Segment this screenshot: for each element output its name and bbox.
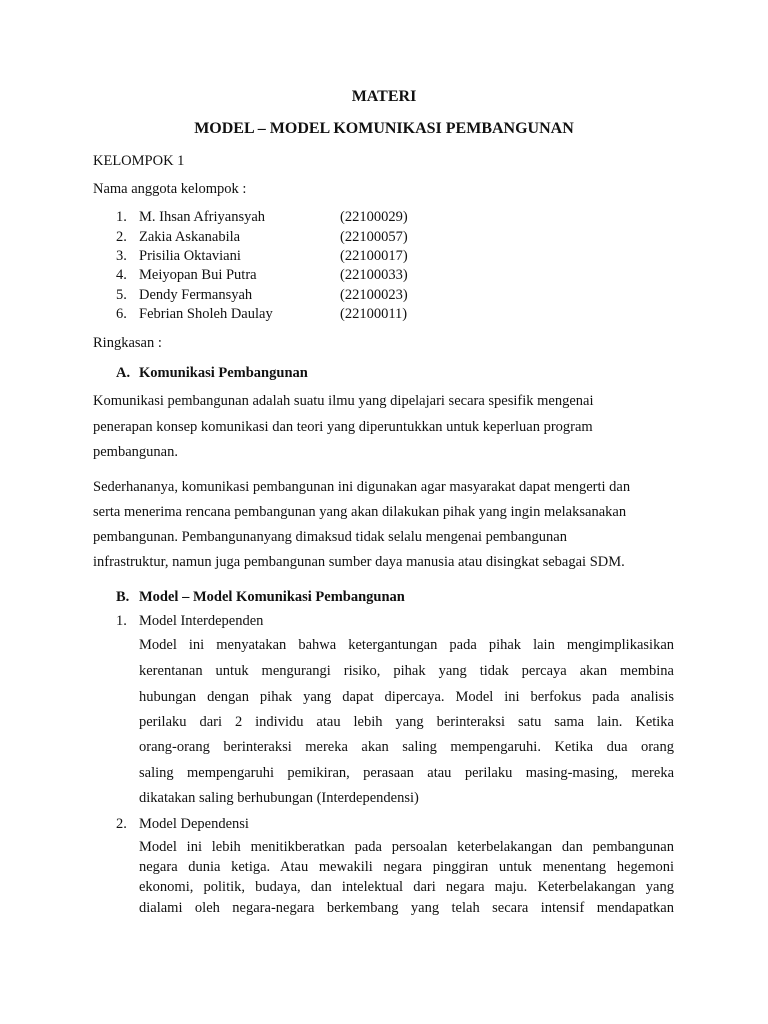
paragraph-line: negara dunia ketiga. Atau mewakili negara pinggiran untuk menentang hegemoni — [139, 859, 674, 875]
list-number: 4. — [116, 267, 127, 283]
summary-label: Ringkasan : — [93, 335, 162, 351]
members-label: Nama anggota kelompok : — [93, 181, 247, 197]
member-id: (22100023) — [340, 287, 408, 303]
member-id: (22100057) — [340, 229, 408, 245]
paragraph-line: serta menerima rencana pembangunan yang akan dilakukan pihak yang ingin melaksanakan — [93, 504, 627, 520]
paragraph-line: orang-orang berinteraksi mereka akan saling mempengaruhi. Ketika dua orang — [139, 739, 674, 755]
paragraph-line: Model ini lebih menitikberatkan pada persoalan keterbelakangan dan pembangunan — [139, 839, 674, 855]
paragraph-line: perilaku dari 2 individu atau lebih yang berinteraksi satu sama lain. Ketika — [139, 714, 674, 730]
member-id: (22100029) — [340, 209, 408, 225]
paragraph-line: dikatakan saling berhubungan (Interdependensi) — [139, 790, 419, 806]
list-number: 1. — [116, 209, 127, 225]
member-name: Zakia Askanabila — [139, 229, 241, 245]
member-id: (22100017) — [340, 248, 408, 264]
model-2-number: 2. — [116, 816, 127, 832]
section-a-heading: Komunikasi Pembangunan — [139, 365, 308, 381]
group-label: KELOMPOK 1 — [93, 153, 185, 169]
member-name: M. Ihsan Afriyansyah — [139, 209, 266, 225]
member-name: Meiyopan Bui Putra — [139, 267, 257, 283]
member-name: Prisilia Oktaviani — [139, 248, 241, 264]
section-b-heading: Model – Model Komunikasi Pembangunan — [139, 589, 405, 605]
paragraph-line: Sederhananya, komunikasi pembangunan ini digunakan agar masyarakat dapat mengerti dan — [93, 479, 631, 495]
doc-title: MATERI — [351, 88, 417, 105]
member-name: Febrian Sholeh Daulay — [139, 306, 273, 322]
paragraph-line: hubungan dengan pihak yang dapat dipercaya. Model ini berfokus pada analisis — [139, 689, 674, 705]
paragraph-line: kerentanan untuk mengurangi risiko, pihak yang tidak percaya akan membina — [139, 663, 674, 679]
paragraph-line: infrastruktur, namun juga pembangunan sumber daya manusia atau disingkat sebagai SDM. — [93, 554, 625, 570]
paragraph-line: Model ini menyatakan bahwa ketergantungan pada pihak lain mengimplikasikan — [139, 637, 674, 653]
paragraph-line: ekonomi, politik, budaya, dan intelektual dari negara maju. Keterbelakangan yang — [139, 879, 674, 895]
paragraph-line: pembangunan. Pembangunanyang dimaksud tidak selalu mengenai pembangunan — [93, 529, 567, 545]
model-2-heading: Model Dependensi — [139, 816, 249, 832]
section-a-letter: A. — [116, 365, 131, 381]
list-number: 6. — [116, 306, 127, 322]
list-number: 5. — [116, 287, 127, 303]
paragraph-line: dialami oleh negara-negara berkembang yang telah secara intensif mendapatkan — [139, 900, 674, 916]
model-1-number: 1. — [116, 613, 127, 629]
paragraph-line: penerapan konsep komunikasi dan teori yang diperuntukkan untuk keperluan program — [93, 419, 593, 435]
member-name: Dendy Fermansyah — [139, 287, 253, 303]
list-number: 2. — [116, 229, 127, 245]
section-b-letter: B. — [116, 589, 130, 605]
paragraph-line: pembangunan. — [93, 444, 178, 460]
paragraph-line: saling mempengaruhi pemikiran, perasaan atau perilaku masing-masing, mereka — [139, 765, 674, 781]
list-number: 3. — [116, 248, 127, 264]
member-id: (22100033) — [340, 267, 408, 283]
doc-subtitle: MODEL – MODEL KOMUNIKASI PEMBANGUNAN — [194, 120, 574, 137]
model-1-heading: Model Interdependen — [139, 613, 264, 629]
paragraph-line: Komunikasi pembangunan adalah suatu ilmu yang dipelajari secara spesifik mengenai — [93, 393, 594, 409]
member-id: (22100011) — [340, 306, 408, 322]
